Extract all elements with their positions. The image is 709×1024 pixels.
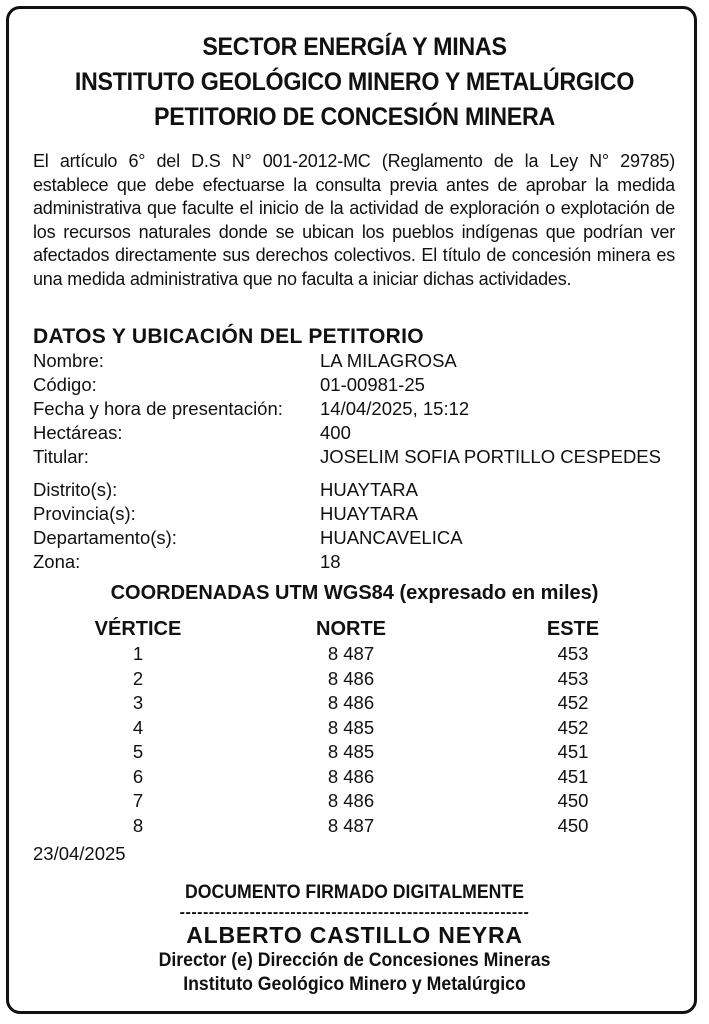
table-row [60, 740, 660, 765]
table-header-row [60, 616, 660, 642]
vertex-cell: 2 [132, 667, 144, 689]
signature-block [0, 880, 709, 997]
signer-role: Director (e) Dirección de Concesiones Mineras [158, 950, 551, 971]
east-cell: 451 [557, 741, 589, 762]
column-header-este: ESTE [546, 618, 600, 640]
coordinates-table [60, 616, 660, 838]
detail-row-departamento [33, 526, 673, 550]
detail-label: Titular: [33, 446, 89, 467]
detail-label: Distrito(s): [33, 479, 118, 500]
detail-value: JOSELIM SOFIA PORTILLO CESPEDES [320, 446, 661, 467]
north-cell: 8 485 [327, 741, 375, 762]
signature-line: ------------------------------------------------------------ [179, 905, 530, 921]
column-header-norte: NORTE [316, 618, 386, 640]
vertex-cell: 1 [132, 643, 144, 664]
detail-row-titular [33, 445, 673, 469]
vertex-cell: 5 [132, 741, 144, 762]
table-row [60, 642, 660, 667]
table-row [60, 789, 660, 814]
north-cell: 8 486 [327, 692, 375, 713]
sector-title: SECTOR ENERGÍA Y MINAS [202, 33, 507, 61]
north-cell: 8 486 [327, 667, 375, 689]
detail-value: HUAYTARA [320, 479, 418, 500]
north-cell: 8 486 [327, 790, 375, 811]
detail-row-hectareas [33, 421, 673, 445]
table-row [60, 691, 660, 716]
east-cell: 450 [557, 790, 589, 811]
detail-row-nombre [33, 349, 673, 373]
north-cell: 8 486 [327, 765, 375, 787]
detail-value: HUAYTARA [320, 503, 418, 524]
east-cell: 453 [557, 643, 589, 664]
coordinates-title: COORDENADAS UTM WGS84 (expresado en miles) [110, 582, 599, 604]
north-cell: 8 487 [327, 643, 375, 664]
detail-value: 01-00981-25 [320, 374, 425, 395]
detail-value: 400 [320, 422, 351, 443]
vertex-cell: 7 [132, 790, 144, 811]
vertex-cell: 6 [132, 765, 144, 787]
detail-row-zona [33, 550, 673, 574]
table-row [60, 765, 660, 790]
detail-value: 14/04/2025, 15:12 [320, 398, 470, 419]
detail-label: Zona: [33, 551, 81, 572]
detail-label: Departamento(s): [33, 527, 177, 548]
institute-title: INSTITUTO GEOLÓGICO MINERO Y METALÚRGICO [74, 68, 635, 96]
detail-label: Código: [33, 374, 97, 395]
detail-row-distrito [33, 478, 673, 502]
detail-value: 18 [320, 551, 341, 572]
detail-value: HUANCAVELICA [320, 527, 463, 548]
vertex-cell: 3 [132, 692, 144, 713]
north-cell: 8 485 [327, 716, 375, 738]
north-cell: 8 487 [327, 814, 375, 836]
petition-details [33, 349, 673, 574]
detail-value: LA MILAGROSA [320, 350, 457, 371]
detail-label: Provincia(s): [33, 503, 136, 524]
table-row [60, 814, 660, 839]
east-cell: 450 [557, 814, 589, 836]
east-cell: 451 [557, 765, 589, 787]
intro-paragraph: El artículo 6° del D.S N° 001-2012-MC (Reglamento de la Ley N° 29785) establece que debe efectuarse la consulta previa antes de aprobar la medida administrativa que faculte el inicio de la actividad de exploración o explotación de los recursos naturales donde se ubican los pueblos indígenas que podrían ver afectados directamente sus derechos colectivos. El título de concesión minera es una medida administrativa que no faculta a iniciar dichas actividades. [33, 151, 675, 289]
signer-institution: Instituto Geológico Minero y Metalúrgico [183, 974, 526, 995]
publication-date: 23/04/2025 [33, 843, 126, 864]
digitally-signed-text: DOCUMENTO FIRMADO DIGITALMENTE [185, 882, 524, 903]
east-cell: 453 [557, 667, 589, 689]
detail-row-codigo [33, 373, 673, 397]
spacer [33, 469, 673, 478]
detail-label: Hectáreas: [33, 422, 123, 443]
vertex-cell: 4 [132, 716, 144, 738]
east-cell: 452 [557, 692, 589, 713]
detail-label: Nombre: [33, 350, 104, 371]
petition-title: PETITORIO DE CONCESIÓN MINERA [153, 103, 555, 131]
table-row [60, 716, 660, 741]
notice-header [36, 30, 673, 135]
column-header-vertice: VÉRTICE [94, 618, 182, 640]
table-row [60, 667, 660, 692]
detail-row-provincia [33, 502, 673, 526]
vertex-cell: 8 [132, 814, 144, 836]
detail-row-fecha [33, 397, 673, 421]
details-section-title: DATOS Y UBICACIÓN DEL PETITORIO [33, 325, 424, 348]
east-cell: 452 [557, 716, 589, 738]
signer-name: ALBERTO CASTILLO NEYRA [186, 922, 523, 948]
detail-label: Fecha y hora de presentación: [33, 398, 283, 419]
